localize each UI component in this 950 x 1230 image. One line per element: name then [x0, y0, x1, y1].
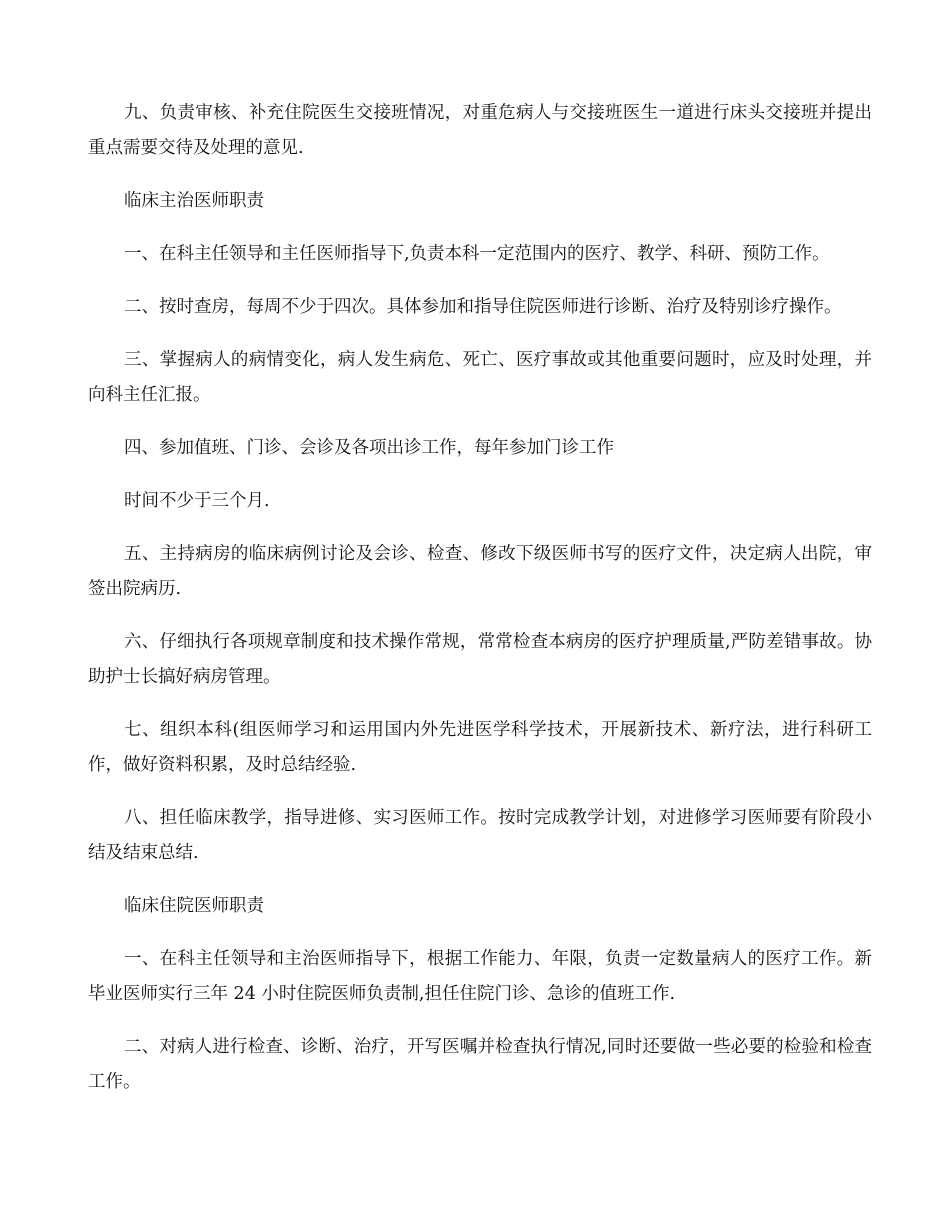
paragraph-eight: 八、担任临床教学，指导进修、实习医师工作。按时完成教学计划，对进修学习医师要有阶段小结及结束总结. — [88, 808, 872, 863]
document-page — [88, 96, 872, 1118]
paragraph-one: 一、在科主任领导和主任医师指导下,负责本科一定范围内的医疗、教学、科研、预防工作。 — [124, 244, 830, 264]
paragraph-five: 五、主持病房的临床病例讨论及会诊、检查、修改下级医师书写的医疗文件，决定病人出院，审签出院病历. — [88, 544, 872, 599]
section-heading-resident-physician: 临床住院医师职责 — [124, 896, 264, 916]
paragraph-resident-one: 一、在科主任领导和主治医师指导下，根据工作能力、年限，负责一定数量病人的医疗工作。新毕业医师实行三年 24 小时住院医师负责制,担任住院门诊、急诊的值班工作. — [88, 949, 872, 1004]
paragraph-two: 二、按时查房，每周不少于四次。具体参加和指导住院医师进行诊断、治疗及特别诊疗操作。 — [124, 297, 842, 317]
paragraph-six: 六、仔细执行各项规章制度和技术操作常规，常常检查本病房的医疗护理质量,严防差错事故。协助护士长搞好病房管理。 — [88, 632, 872, 687]
section-heading-attending-physician: 临床主治医师职责 — [124, 191, 264, 211]
paragraph-three: 三、掌握病人的病情变化，病人发生病危、死亡、医疗事故或其他重要问题时，应及时处理，并向科主任汇报。 — [88, 350, 872, 405]
paragraph-four: 四、参加值班、门诊、会诊及各项出诊工作，每年参加门诊工作 — [124, 438, 614, 458]
paragraph-seven: 七、组织本科(组医师学习和运用国内外先进医学科学技术，开展新技术、新疗法，进行科研工作，做好资料积累，及时总结经验. — [88, 720, 872, 775]
paragraph-four-continued: 时间不少于三个月. — [124, 491, 270, 511]
paragraph-nine: 九、负责审核、补充住院医生交接班情况，对重危病人与交接班医生一道进行床头交接班并提出重点需要交待及处理的意见. — [88, 103, 872, 158]
paragraph-resident-two: 二、对病人进行检查、诊断、治疗，开写医嘱并检查执行情况,同时还要做一些必要的检验和检查工作。 — [88, 1037, 872, 1092]
